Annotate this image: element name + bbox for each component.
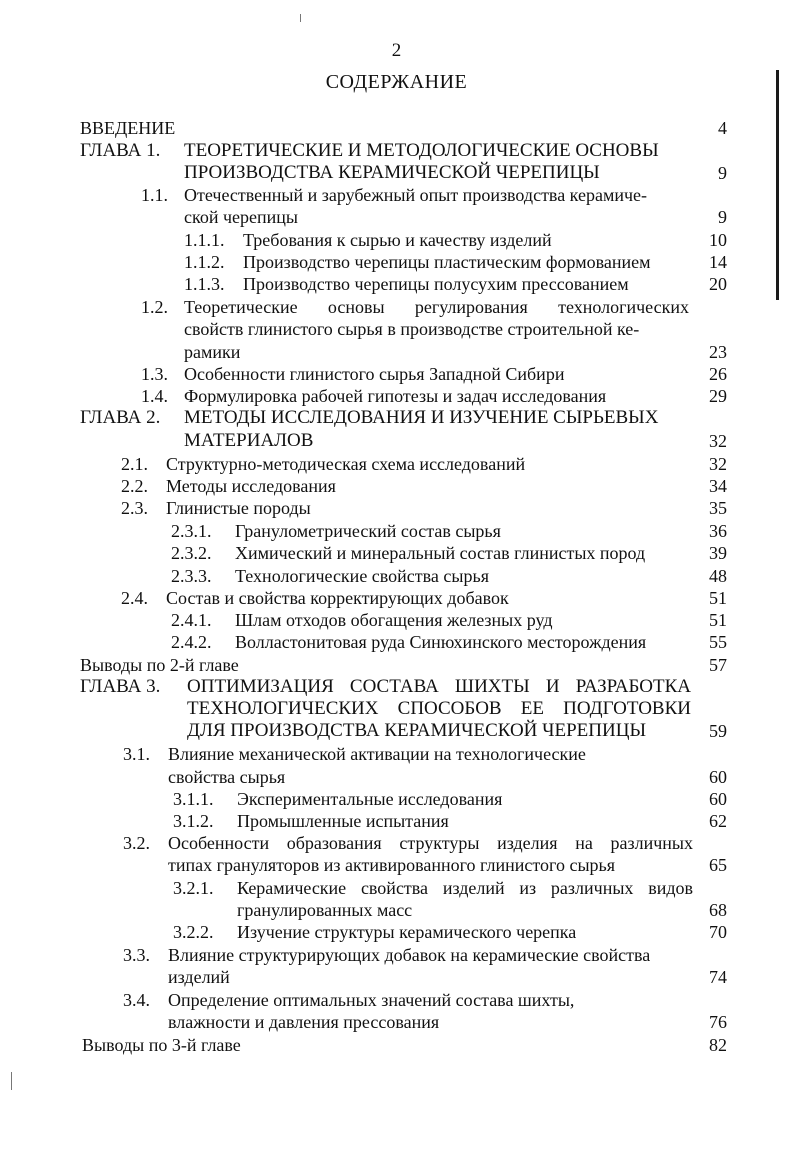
toc-1-1-2-text: Производство черепицы пластическим формованием xyxy=(243,252,651,272)
toc-3-2-page: 65 xyxy=(709,855,727,875)
toc-2-3-3-text: Технологические свойства сырья xyxy=(235,566,489,586)
toc-ch1-num: ГЛАВА 1. xyxy=(80,140,161,161)
toc-2-1-num: 2.1. xyxy=(121,454,148,474)
toc-3-1-page: 60 xyxy=(709,767,727,787)
toc-1-1-2-num: 1.1.2. xyxy=(184,252,225,272)
toc-ch2-page: 32 xyxy=(709,431,727,451)
toc-3-1-2-num: 3.1.2. xyxy=(173,811,214,831)
toc-3-2-1-page: 68 xyxy=(709,900,727,920)
toc-2-4-1-text: Шлам отходов обогащения железных руд xyxy=(235,610,553,630)
toc-2-3-2-num: 2.3.2. xyxy=(171,543,212,563)
toc-2-1-text: Структурно-методическая схема исследований xyxy=(166,454,526,474)
toc-1-1-text-1: Отечественный и зарубежный опыт производства керамиче- xyxy=(184,185,648,205)
toc-3-2-2-num: 3.2.2. xyxy=(173,922,214,942)
toc-3-1-1-num: 3.1.1. xyxy=(173,789,214,809)
page-title: СОДЕРЖАНИЕ xyxy=(325,71,468,93)
toc-2-3-page: 35 xyxy=(709,498,727,518)
toc-2-2-num: 2.2. xyxy=(121,476,148,496)
toc-ch3-page: 59 xyxy=(709,721,727,741)
toc-3-2-1-text-2: гранулированных масс xyxy=(237,900,413,920)
toc-1-3-page: 26 xyxy=(709,364,727,384)
toc-1-1-3-text: Производство черепицы полусухим прессованием xyxy=(243,274,629,294)
toc-1-1-3-num: 1.1.3. xyxy=(184,274,225,294)
toc-conclusions-ch3: Выводы по 3-й главе xyxy=(82,1035,241,1055)
toc-ch3-title-1: ОПТИМИЗАЦИЯ СОСТАВА ШИХТЫ И РАЗРАБОТКА xyxy=(187,676,691,697)
toc-intro-label: ВВЕДЕНИЕ xyxy=(80,118,176,138)
toc-2-3-2-text: Химический и минеральный состав глинистых пород xyxy=(235,543,646,563)
toc-1-2-page: 23 xyxy=(709,342,727,362)
toc-ch2-num: ГЛАВА 2. xyxy=(80,407,161,428)
toc-3-4-num: 3.4. xyxy=(123,990,150,1010)
toc-3-1-2-page: 62 xyxy=(709,811,727,831)
toc-1-1-num: 1.1. xyxy=(141,185,168,205)
toc-1-4-page: 29 xyxy=(709,386,727,406)
toc-ch3-title-3: ДЛЯ ПРОИЗВОДСТВА КЕРАМИЧЕСКОЙ ЧЕРЕПИЦЫ xyxy=(187,720,647,741)
toc-1-4-num: 1.4. xyxy=(141,386,168,406)
toc-1-1-page: 9 xyxy=(718,207,727,227)
toc-ch3-title-2: ТЕХНОЛОГИЧЕСКИХ СПОСОБОВ ЕЕ ПОДГОТОВКИ xyxy=(187,698,691,719)
toc-intro-page: 4 xyxy=(718,118,727,138)
toc-2-3-1-page: 36 xyxy=(709,521,727,541)
toc-1-4-text: Формулировка рабочей гипотезы и задач исследования xyxy=(184,386,607,406)
toc-3-1-1-text: Экспериментальные исследования xyxy=(237,789,503,809)
toc-2-3-1-text: Гранулометрический состав сырья xyxy=(235,521,501,541)
toc-2-4-1-page: 51 xyxy=(709,610,727,630)
toc-conclusions-ch2: Выводы по 2-й главе xyxy=(80,655,239,675)
toc-2-3-3-page: 48 xyxy=(709,566,727,586)
toc-3-2-1-text-1: Керамические свойства изделий из различных видов xyxy=(237,878,693,898)
toc-1-2-num: 1.2. xyxy=(141,297,168,317)
toc-3-3-num: 3.3. xyxy=(123,945,150,965)
toc-2-4-page: 51 xyxy=(709,588,727,608)
toc-3-1-text-2: свойства сырья xyxy=(168,767,286,787)
toc-1-3-num: 1.3. xyxy=(141,364,168,384)
toc-1-2-text-2: свойств глинистого сырья в производстве строительной ке- xyxy=(184,319,640,339)
toc-ch3-num: ГЛАВА 3. xyxy=(80,676,161,697)
toc-ch1-title-1: ТЕОРЕТИЧЕСКИЕ И МЕТОДОЛОГИЧЕСКИЕ ОСНОВЫ xyxy=(184,140,659,161)
toc-1-2-text-3: рамики xyxy=(184,342,241,362)
toc-3-3-text-1: Влияние структурирующих добавок на керамические свойства xyxy=(168,945,651,965)
toc-3-2-2-page: 70 xyxy=(709,922,727,942)
toc-2-3-text: Глинистые породы xyxy=(166,498,311,518)
toc-2-4-2-text: Волластонитовая руда Синюхинского месторождения xyxy=(235,632,647,652)
toc-2-4-text: Состав и свойства корректирующих добавок xyxy=(166,588,509,608)
toc-2-2-page: 34 xyxy=(709,476,727,496)
toc-1-2-text-1: Теоретические основы регулирования технологических xyxy=(184,297,689,317)
toc-3-4-text-2: влажности и давления прессования xyxy=(168,1012,440,1032)
toc-2-4-num: 2.4. xyxy=(121,588,148,608)
toc-2-2-text: Методы исследования xyxy=(166,476,336,496)
toc-1-3-text: Особенности глинистого сырья Западной Сибири xyxy=(184,364,565,384)
toc-2-4-2-num: 2.4.2. xyxy=(171,632,212,652)
toc-3-1-num: 3.1. xyxy=(123,744,150,764)
toc-1-1-1-num: 1.1.1. xyxy=(184,230,225,250)
toc-ch2-title-2: МАТЕРИАЛОВ xyxy=(184,430,314,451)
toc-1-1-2-page: 14 xyxy=(709,252,727,272)
toc-1-1-1-page: 10 xyxy=(709,230,727,250)
toc-3-2-num: 3.2. xyxy=(123,833,150,853)
toc-3-4-page: 76 xyxy=(709,1012,727,1032)
toc-2-3-num: 2.3. xyxy=(121,498,148,518)
toc-3-4-text-1: Определение оптимальных значений состава шихты, xyxy=(168,990,575,1010)
page-number: 2 xyxy=(391,40,402,61)
toc-ch1-page: 9 xyxy=(718,163,727,183)
toc-3-1-2-text: Промышленные испытания xyxy=(237,811,449,831)
toc-3-3-page: 74 xyxy=(709,967,727,987)
toc-2-4-1-num: 2.4.1. xyxy=(171,610,212,630)
toc-3-2-text-1: Особенности образования структуры изделия на различных xyxy=(168,833,693,853)
toc-conclusions-ch3-page: 82 xyxy=(709,1035,727,1055)
toc-2-3-3-num: 2.3.3. xyxy=(171,566,212,586)
toc-3-3-text-2: изделий xyxy=(168,967,230,987)
toc-1-1-3-page: 20 xyxy=(709,274,727,294)
toc-2-4-2-page: 55 xyxy=(709,632,727,652)
toc-3-2-2-text: Изучение структуры керамического черепка xyxy=(237,922,577,942)
toc-1-1-1-text: Требования к сырью и качеству изделий xyxy=(243,230,552,250)
toc-1-1-text-2: ской черепицы xyxy=(184,207,298,227)
toc-ch1-title-2: ПРОИЗВОДСТВА КЕРАМИЧЕСКОЙ ЧЕРЕПИЦЫ xyxy=(184,162,600,183)
toc-ch2-title-1: МЕТОДЫ ИССЛЕДОВАНИЯ И ИЗУЧЕНИЕ СЫРЬЕВЫХ xyxy=(184,407,659,428)
toc-3-2-1-num: 3.2.1. xyxy=(173,878,214,898)
toc-2-1-page: 32 xyxy=(709,454,727,474)
toc-2-3-2-page: 39 xyxy=(709,543,727,563)
toc-2-3-1-num: 2.3.1. xyxy=(171,521,212,541)
toc-conclusions-ch2-page: 57 xyxy=(709,655,727,675)
toc-3-1-text-1: Влияние механической активации на технологические xyxy=(168,744,586,764)
toc-3-1-1-page: 60 xyxy=(709,789,727,809)
toc-3-2-text-2: типах грануляторов из активированного глинистого сырья xyxy=(168,855,616,875)
